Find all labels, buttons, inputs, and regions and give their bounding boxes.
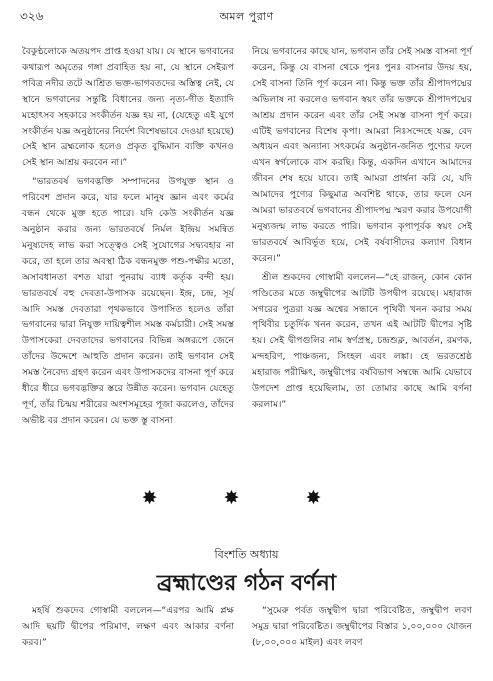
paragraph: শ্রীল শুকদেব গোস্বামী বললেন—“হে রাজন্, কোন কোন পণ্ডিতের মতে জম্বুদ্বীপের আটটি উপদ্বীপ রয়েছে। মহারাজ সগরের পুত্ররা যজ্ঞ অশ্বের সন্ধানে পৃথিবী খনন করার সময় পৃথিবীর চতুর্দিক খনন করেন, তখন এই আটটি দ্বীপের সৃষ্টি হয়। সেই দ্বীপগুলির নাম স্বর্ণপ্রস্থ, চন্দ্রশুক্ল, আবর্তন, রমণক, মন্দহরিণ, পাঞ্চজন্য, সিংহল এবং লঙ্কা। হে ভরতশ্রেষ্ঠ মহারাজ পরীক্ষিৎ, জম্বুদ্বীপের বর্ষবিভাগ সম্বন্ধে আমি যেভাবে উপদেশ প্রাপ্ত হয়েছিলাম, তা তোমার কাছে আমি বর্ণনা করলাম।” [252, 271, 472, 410]
chapter-number: বিংশতি অধ্যায় [214, 548, 279, 561]
chapter-title: ব্রহ্মাণ্ডের গঠন বর্ণনা [156, 571, 337, 596]
page-number: ৩২৬ [20, 9, 44, 23]
section-separator: ✸ ✸ ✸ [141, 487, 352, 509]
page-header [20, 8, 473, 26]
right-column [252, 44, 472, 413]
paragraph: নিয়ে ভগবানের কাছে যান, ভগবান তাঁর সেই সমস্ত বাসনা পূর্ণ করেন, কিন্তু যে বাসনা থেকে পুনঃ পুনঃ বাসনার উদয় হয়, সেই বাসনা তিনি পূর্ণ করেন না। কিন্তু ভক্ত তাঁর শ্রীপাদপদ্মের অভিলাষ না করলেও ভগবান স্বয়ং তাঁর ভক্তকে শ্রীপাদপদ্মের আশ্রয় প্রদান করেন এবং তাঁর সেই সমস্ত বাসনা পূর্ণ করে। এটিই ভগবানের বিশেষ কৃপা। আমরা নিঃসন্দেহে যজ্ঞ, বেদ অধ্যয়ন এবং অন্যান্য সৎকর্মের অনুষ্ঠান-জনিত পুণ্যের ফলে এখন স্বর্গলোকে বাস করছি। কিন্তু, একদিন এখানে আমাদের জীবন শেষ হয়ে যাবে। তাই আমরা প্রার্থনা করি যে, যদি আমাদের পুণ্যের কিছুমাত্র অবশিষ্ট থাকে, তার ফলে যেন আমরা ভারতবর্ষে ভগবানের শ্রীপাদপদ্ম স্মরণ করার উপযোগী মনুষ্যজন্ম লাভ করতে পারি। ভগবান কৃপাপূর্বক স্বয়ং সেই ভারতবর্ষে আবির্ভূত হয়ে, সেই বর্ষবাসীদের কল্যাণ বিধান করেন।” [252, 46, 472, 264]
chapter-left-column [22, 603, 234, 651]
paragraph: “ভারতবর্ষ ভগবদ্ভক্তি সম্পাদনের উপযুক্ত স্থান ও পরিবেশ প্রদান করে, যার ফলে মানুষ জ্ঞান এবং কর্মের বন্ধন থেকে মুক্ত হতে পারে। যদি কেউ সংকীর্তন যজ্ঞ অনুষ্ঠান করার জন্য ভারতবর্ষে নির্মল ইন্দ্রিয় সমন্বিত মনুষ্যদেহ লাভ করা সত্ত্বেও সেই সুযোগের সদ্ব্যবহার না করে, তা হলে তার অবস্থা ঠিক বন্ধনমুক্ত পশু-পক্ষীর মতো, অসাবধানতা বশত যারা পুনরায় ব্যাধ কর্তৃক বন্দী হয়। ভারতবর্ষে বহু দেবতা-উপাসক রয়েছেন। ইন্দ্র, চন্দ্র, সূর্য আদি সমস্ত দেবতারা পৃথকভাবে উপাসিত হলেও তাঁরা ভগবানের দ্বারা নিযুক্ত দায়িত্বশীল সমস্ত কর্মচারী। সেই সমস্ত উপাসকেরা দেবতাদের ভগবানের বিভিন্ন অঙ্গরূপে জেনে তাঁদের উদ্দেশে আহুতি প্রদান করেন। তাই ভগবান সেই সমস্ত নৈবেদ্য গ্রহণ করেন এবং উপাসকদের বাসনা পূর্ণ করে ধীরে ধীরে ভগবদ্ভক্তির স্তরে উন্নীত করেন। ভগবান যেহেতু পূর্ণ, তাঁর চিন্ময় শরীরের অংশসমূহের পূজা করলেও, তাঁদের অভীষ্ট বর প্রদান করেন। যে ভক্ত স্তু বাসনা [22, 176, 234, 426]
running-title: অমল পুরাণ [219, 10, 274, 23]
left-column [22, 44, 234, 429]
paragraph: মহর্ষি শুকদেব গোস্বামী বললেন—“এরপর আমি প্লক্ষ আদি ছয়টি দ্বীপের পরিমাণ, লক্ষণ এবং আকার বর্ণনা করব।” [22, 605, 234, 648]
paragraph: বৈকুণ্ঠলোকে অতয়পদ প্রাপ্ত হওয়া যায়। যে স্থানে ভগবানের কথারূপ অমৃতের গঙ্গা প্রবাহিত হয় না, যে স্থানে সেইরূপ পবিত্র নদীর তটে আশ্রিত ভক্ত-ভাগবতদের অস্তিত্ব নেই, যে স্থানে ভগবানের সন্তুষ্টি বিধানের জন্য নৃত্য-গীত ইত্যাদি মহোৎসব সহকারে সংকীর্তন যজ্ঞ হয় না, (যেহেতু এই যুগে সংকীর্তন যজ্ঞ অনুষ্ঠানের নির্দেশ বিশেষভাবে দেওয়া হয়েছে) সেই স্থান ব্রহ্মলোক হলেও প্রকৃত বুদ্ধিমান ব্যক্তি কখনও সেই স্থান আশ্রয় করবেন না।” [22, 46, 234, 169]
paragraph: “সুমেরু পর্বত জম্বুদ্বীপ দ্বারা পরিবেষ্টিত, জম্বুদ্বীপ লবণ সমুদ্র দ্বারা পরিবেষ্টিত। জম্বুদ্বীপের বিস্তার ১,০০,০০০ যোজন (৮,০০,০০০ মাইল) এবং লবণ [252, 605, 472, 648]
chapter-right-column [252, 603, 472, 651]
